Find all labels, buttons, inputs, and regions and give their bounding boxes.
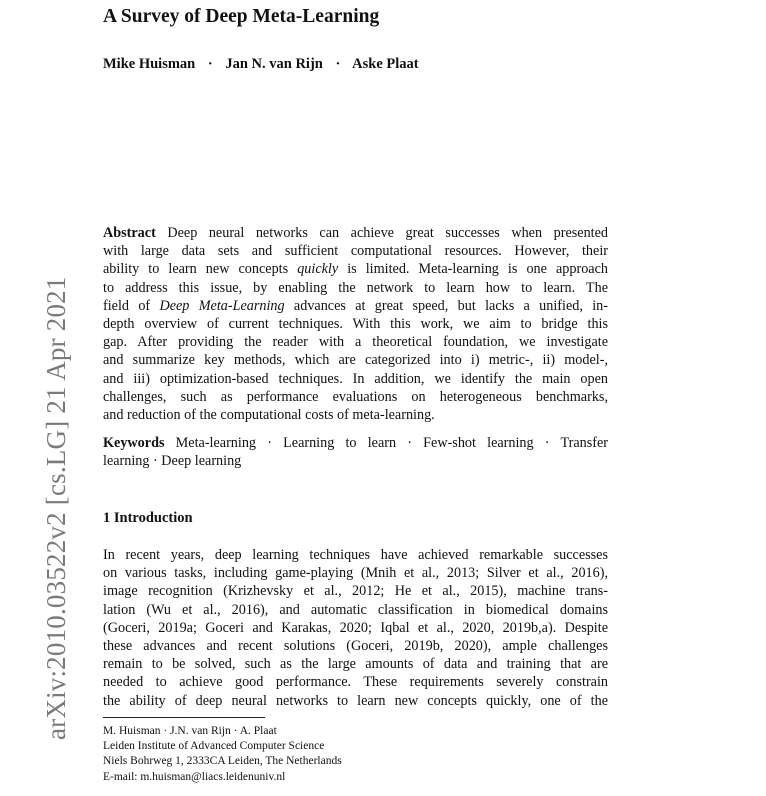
footnote-line: M. Huisman · J.N. van Rijn · A. Plaat [103, 725, 277, 737]
paragraph-line: the ability of deep neural networks to learn new concepts quickly, one of the [103, 692, 608, 709]
emphasis: quickly [297, 261, 339, 278]
keywords [103, 434, 608, 470]
abstract-label: Abstract [103, 225, 156, 241]
abstract [103, 224, 608, 424]
abstract-line: ability to learn new concepts quickly is limited. Meta-learning is one approach [103, 261, 608, 278]
paragraph-line: (Goceri, 2019a; Goceri and Karakas, 2020; Iqbal et al., 2020, 2019b,a). Despite [103, 619, 608, 636]
section-heading-introduction: 1 Introduction [103, 510, 193, 526]
keywords-line [103, 434, 608, 452]
abstract-line: to address this issue, by enabling the network to learn how to learn. The [103, 279, 608, 296]
paragraph-line: remain to be solved, such as the large amounts of data and training that are [103, 656, 608, 673]
author-affiliation-footnote [103, 724, 342, 785]
keywords-label: Keywords [103, 435, 165, 451]
abstract-line: and iii) optimization-based techniques. In addition, we identify the main open [103, 370, 608, 387]
footnote-email: E-mail: m.huisman@liacs.leidenuniv.nl [103, 770, 286, 783]
abstract-line: and reduction of the computational costs of meta-learning. [103, 406, 435, 423]
paragraph-line: image recognition (Krizhevsky et al., 2012; He et al., 2015), machine trans- [103, 583, 608, 600]
author-list [103, 56, 419, 73]
paragraph-line: these advances and recent solutions (Goceri, 2019b, 2020), ample challenges [103, 637, 608, 654]
abstract-text: Deep neural networks can achieve great successes when presented [155, 225, 608, 241]
paper-title: A Survey of Deep Meta-Learning [103, 6, 380, 27]
abstract-line: depth overview of current techniques. With this work, we aim to bridge this [103, 315, 608, 332]
abstract-line: with large data sets and sufficient computational resources. However, their [103, 243, 608, 260]
footnote-divider [103, 717, 265, 718]
abstract-line: challenges, such as performance evaluations on heterogeneous benchmarks, [103, 388, 608, 405]
author-name: Aske Plaat [352, 56, 419, 72]
abstract-line: and summarize key methods, which are categorized into i) metric-, ii) model-, [103, 352, 608, 369]
footnote-line: Niels Bohrweg 1, 2333CA Leiden, The Netherlands [103, 755, 342, 768]
paragraph-line: on various tasks, including game-playing (Mnih et al., 2013; Silver et al., 2016), [103, 565, 608, 582]
author-separator: · [207, 56, 213, 72]
abstract-line [103, 224, 608, 242]
author-separator: · [335, 56, 341, 72]
paragraph-line: needed to achieve good performance. These requirements severely constrain [103, 674, 608, 691]
author-name: Mike Huisman [103, 56, 196, 72]
abstract-line: gap. After providing the reader with a theoretical foundation, we investigate [103, 334, 608, 351]
footnote-line: Leiden Institute of Advanced Computer Science [103, 740, 325, 753]
author-name: Jan N. van Rijn [225, 56, 323, 72]
paragraph-line: lation (Wu et al., 2016), and automatic classification in biomedical domains [103, 601, 608, 618]
paragraph-line: In recent years, deep learning techniques have achieved remarkable successes [103, 547, 608, 563]
arxiv-identifier-stamp: arXiv:2010.03522v2 [cs.LG] 21 Apr 2021 [41, 276, 71, 740]
keywords-line: learning · Deep learning [103, 453, 242, 470]
introduction-paragraph [103, 546, 608, 710]
keywords-text: Meta-learning · Learning to learn · Few-shot learning · Transfer [164, 435, 608, 451]
abstract-line: field of Deep Meta-Learning advances at great speed, but lacks a unified, in- [103, 297, 608, 314]
emphasis: Deep Meta-Learning [159, 297, 285, 314]
